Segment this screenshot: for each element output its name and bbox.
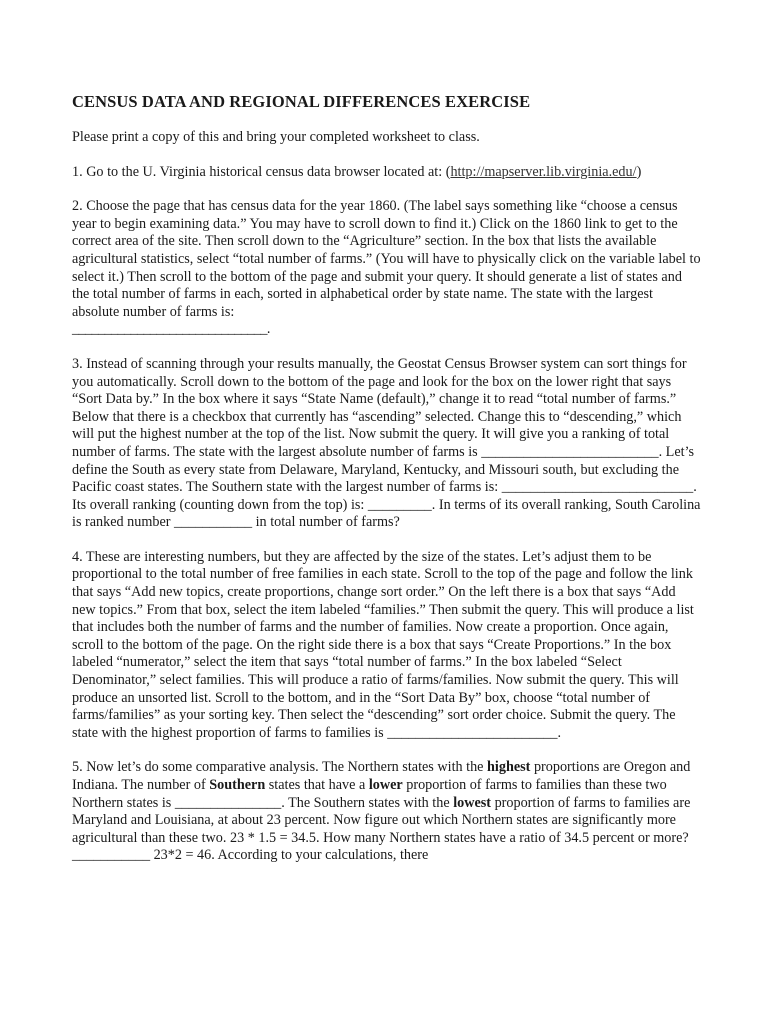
answer-blank-largest-state: ______________________________. (72, 321, 270, 338)
emphasis-lowest: lowest (453, 794, 492, 811)
question-2-text: 2. Choose the page that has census data for the year 1860. (The label says something like “choose a census year to begin examining data.” You may have to scroll down to find it.) Click on the 1860 link to get to the correct area of the site. Then scroll down to the “Agriculture” section. In the box that lists the available agricultural statistics, select “total number of farms.” (You will have to physically click on the variable label to select it.) Then scroll to the bottom of the page and submit your query. It should generate a list of states and the total number of farms in each, sorted in alphabetical order by state name. The state with the largest absolute number of farms is: (72, 198, 701, 320)
question-5-text-5: proportion of farms to families are Maryland and Louisiana, at about 23 percent. Now figure out which Northern states are significantly more agricultural than these two. 23 * 1.5 = 34.5. How many Northern states have a ratio of 34.5 percent or more? ___________ 23*2 = 46. According to your calculations, there (72, 794, 691, 864)
emphasis-southern: Southern (209, 777, 266, 793)
question-3: 3. Instead of scanning through your results manually, the Geostat Census Browser system can sort things for you automatically. Scroll down to the bottom of the page and look for the box on the lower right that says “Sort Data by.” In the box where it says “State Name (default),” change it to read “total number of farms.” Below that there is a checkbox that currently has “ascending” selected. Change this to “descending,” which will put the highest number at the top of the list. Now submit the query. It will give you a ranking of total number of farms. The state with the largest absolute number of farms is _________________________. Let’s define the South as every state from Delaware, Maryland, Kentucky, and Missouri south, but excluding the Pacific coast states. The Southern state with the largest number of farms is: ___________________________. Its overall ranking (counting down from the top) is: _________. In terms of its overall ranking, South Carolina is ranked number ___________ in total number of farms? (72, 355, 701, 531)
question-5-text-2: proportions are Oregon and Indiana. The number of (72, 759, 691, 793)
question-5-text-1: 5. Now let’s do some comparative analysis. The Northern states with the (72, 759, 488, 776)
page-title: CENSUS DATA AND REGIONAL DIFFERENCES EXERCISE (72, 92, 531, 111)
census-browser-link[interactable]: http://mapserver.lib.virginia.edu/ (450, 163, 637, 180)
question-5-text-3: states that have a (265, 777, 369, 793)
worksheet-page (72, 92, 702, 882)
question-5-text-4: proportion of farms to families than these two Northern states is _______________. The Southern states with the (72, 777, 667, 811)
intro-paragraph: Please print a copy of this and bring your completed worksheet to class. (72, 129, 480, 145)
question-4: 4. These are interesting numbers, but they are affected by the size of the states. Let’s adjust them to be proportional to the total number of free families in each state. Scroll to the top of the page and follow the link that says “Add new topics, create proportions, change sort order.” On the left there is a box that says “Add new topics.” From that box, select the item labeled “families.” Then submit the query. This will produce a list that includes both the number of farms and the number of families. Now create a proportion. Once again, scroll to the bottom of the page. On the right side there is a box that says “Create Proportions.” In the box labeled “numerator,” select the item that says “total number of farms.” In the box labeled “Select Denominator,” select families. This will produce a ratio of farms/families. Now submit the query. This will produce an unsorted list. Scroll to the bottom, and in the “Sort Data By” box, choose “total number of farms/families” as your sorting key. Then select the “descending” sort order choice. Submit the query. The state with the highest proportion of farms to families is ________________________. (72, 548, 694, 741)
question-1-text: 1. Go to the U. Virginia historical census data browser located at: ( (72, 163, 451, 180)
question-2 (72, 198, 702, 339)
question-1-close: ) (636, 163, 642, 180)
question-5 (72, 759, 702, 865)
question-1 (72, 164, 702, 182)
emphasis-lower: lower (368, 777, 403, 793)
emphasis-highest: highest (487, 759, 531, 776)
